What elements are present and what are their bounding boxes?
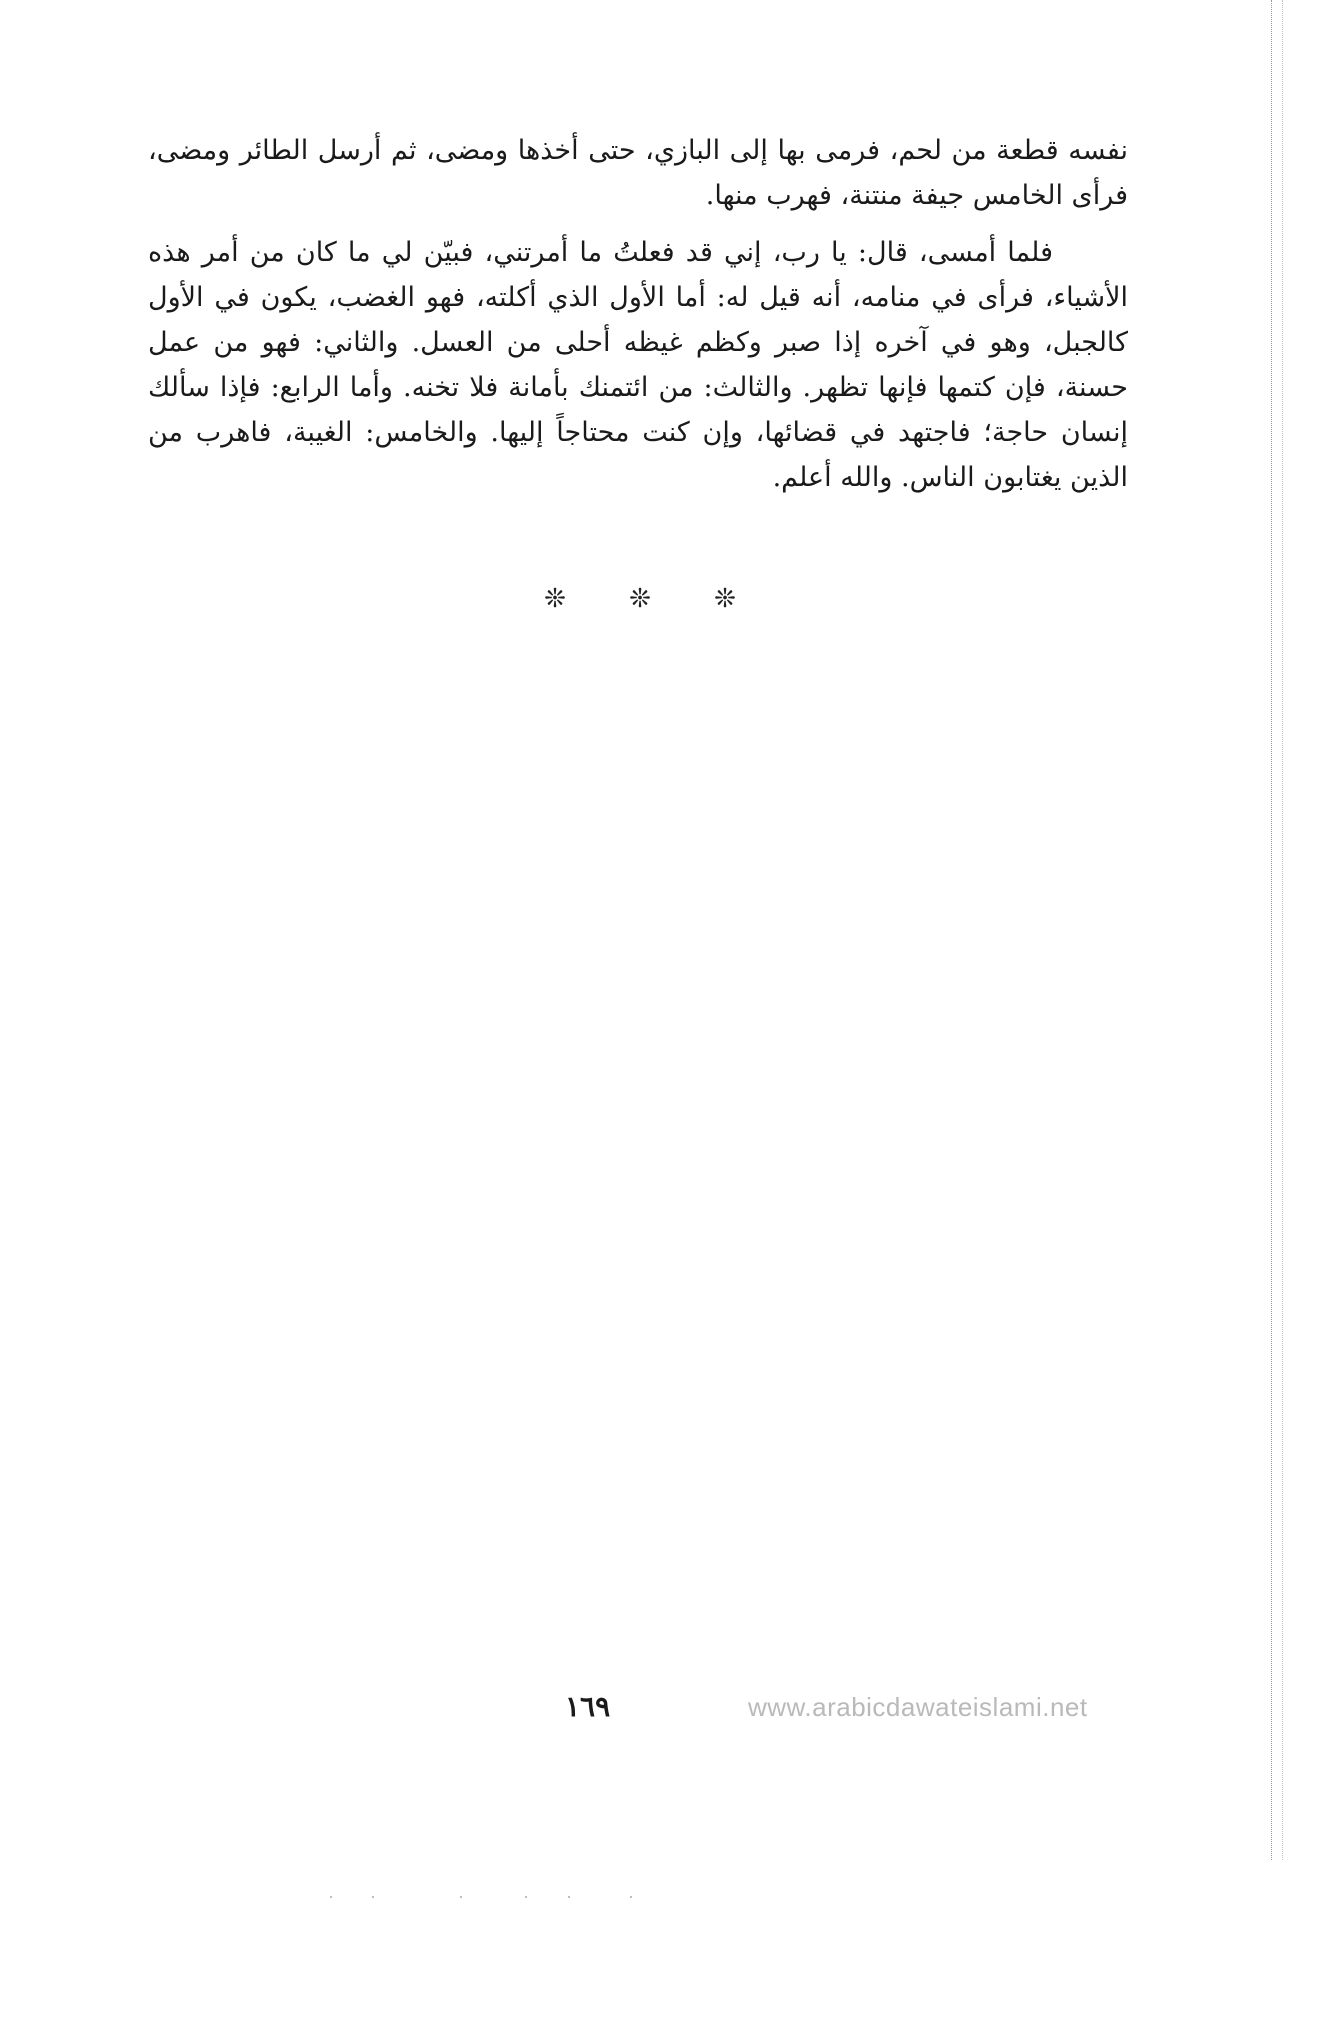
scan-edge-line-secondary xyxy=(1282,0,1284,1860)
paragraph-1: نفسه قطعة من لحم، فرمى بها إلى البازي، حتى أخذها ومضى، ثم أرسل الطائر ومضى، فرأى الخامس جيفة منتنة، فهرب منها. xyxy=(148,135,1128,211)
paragraph-2: فلما أمسى، قال: يا رب، إني قد فعلتُ ما أمرتني، فبيّن لي ما كان من أمر هذه الأشياء، فرأى في منامه، أنه قيل له: أما الأول الذي أكلته، فهو الغضب، يكون في الأول كالجبل، وهو في آخره إذا صبر وكظم غيظه أحلى من العسل. والثاني: فهو من عمل حسنة، فإن كتمها فإنها تظهر. والثالث: من ائتمنك بأمانة فلا تخنه. وأما الرابع: فإذا سألك إنسان حاجة؛ فاجتهد في قضائها، وإن كنت محتاجاً إليها. والخامس: الغيبة، فاهرب من الذين يغتابون الناس. والله أعلم. xyxy=(148,237,1128,493)
page-number: ١٦٩ xyxy=(565,1690,611,1723)
body-text xyxy=(148,128,1128,512)
section-divider-ornament xyxy=(540,584,740,614)
watermark-url: www.arabicdawateislami.net xyxy=(748,1692,1088,1722)
scan-edge-line xyxy=(1271,0,1274,1860)
asterism-icon: ❊ xyxy=(714,584,736,614)
scan-specks xyxy=(330,1896,730,1902)
asterism-icon: ❊ xyxy=(629,584,651,614)
page-footer xyxy=(0,1690,1342,1730)
asterism-icon: ❊ xyxy=(544,584,566,614)
